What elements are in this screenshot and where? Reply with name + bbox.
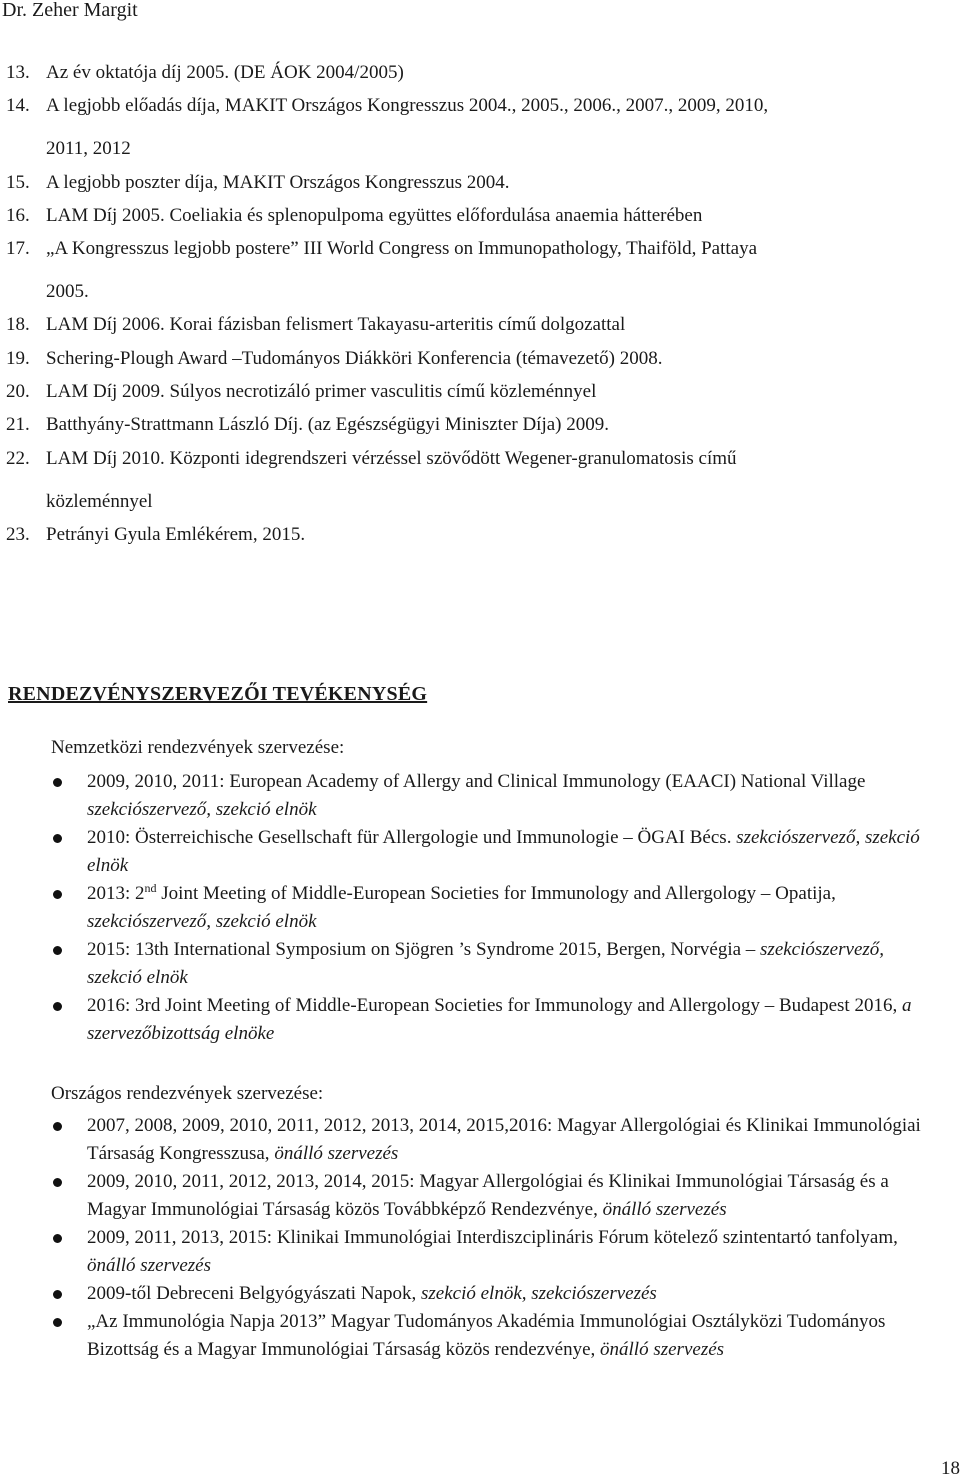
national-events-heading: Országos rendezvények szervezése: <box>51 1083 324 1104</box>
event-text: 2016: 3rd Joint Meeting of Middle-European Societies for Immunology and Allergology – Budapest 2016, <box>87 995 902 1016</box>
award-number: 23. <box>6 523 30 545</box>
event-text-continued: Joint Meeting of Middle-European Societies for Immunology and Allergology – Opatija, <box>156 883 836 904</box>
award-text-continued: közleménnyel <box>46 490 153 512</box>
bullet-icon <box>53 1122 62 1131</box>
award-number: 13. <box>6 62 30 83</box>
event-text: 2013: 2 <box>87 883 145 904</box>
national-events-list <box>0 1112 960 1364</box>
award-item <box>0 348 960 370</box>
award-number: 16. <box>6 204 30 226</box>
award-number: 15. <box>6 171 30 193</box>
award-number: 14. <box>6 95 30 117</box>
award-item <box>0 448 960 513</box>
award-text: „A Kongresszus legjobb postere” III World Congress on Immunopathology, Thaiföld, Pattaya <box>46 238 758 260</box>
event-text: „Az Immunológia Napja 2013” Magyar Tudományos Akadémia Immunológiai Osztályközi Tudományos Bizottság és a Magyar Immunológiai Társaság közös rendezvénye, <box>87 1311 886 1360</box>
award-text: Petrányi Gyula Emlékérem, 2015. <box>46 523 306 545</box>
award-item <box>0 524 960 546</box>
award-item <box>0 414 960 436</box>
bullet-icon <box>53 1290 62 1299</box>
international-events-list <box>0 768 960 1048</box>
award-item <box>0 205 960 227</box>
list-item <box>0 824 960 880</box>
award-text-continued: 2005. <box>46 281 89 303</box>
event-role: szekciószervező, szekció elnök <box>87 827 920 876</box>
award-number: 17. <box>6 238 30 260</box>
list-item <box>0 768 960 824</box>
bullet-icon <box>53 1178 62 1187</box>
award-text: Batthyány-Strattmann László Díj. (az Egészségügyi Miniszter Díja) 2009. <box>46 414 609 436</box>
event-role: szekciószervező, szekció elnök <box>87 911 317 932</box>
event-text: 2009, 2010, 2011: European Academy of Allergy and Clinical Immunology (EAACI) National Village <box>87 771 866 792</box>
bullet-icon <box>53 834 62 843</box>
page-number: 18 <box>941 1458 960 1479</box>
event-role: önálló szervezés <box>274 1143 399 1164</box>
list-item <box>0 1280 960 1308</box>
award-number: 19. <box>6 347 30 369</box>
award-item <box>0 314 960 336</box>
award-number: 18. <box>6 314 30 336</box>
award-text: Az év oktatója díj 2005. (DE ÁOK 2004/2005) <box>46 62 404 83</box>
event-role: szekciószervező, szekció elnök <box>87 939 885 988</box>
bullet-icon <box>53 946 62 955</box>
award-number: 22. <box>6 447 30 469</box>
ordinal-suffix: nd <box>144 881 157 895</box>
award-item <box>0 238 960 303</box>
list-item <box>0 1168 960 1224</box>
award-item <box>0 62 960 84</box>
award-text: A legjobb előadás díja, MAKIT Országos Kongresszus 2004., 2005., 2006., 2007., 2009, 2010, <box>46 95 769 117</box>
event-text: 2010: Österreichische Gesellschaft für Allergologie und Immunologie – ÖGAI Bécs. <box>87 827 737 848</box>
event-text: 2015: 13th International Symposium on Sjögren ’s Syndrome 2015, Bergen, Norvégia – <box>87 939 761 960</box>
section-heading: RENDEZVÉNYSZERVEZŐI TEVÉKENYSÉG <box>8 683 428 705</box>
bullet-icon <box>53 778 62 787</box>
award-number: 20. <box>6 381 30 403</box>
event-role: a szervezőbizottság elnöke <box>87 995 912 1044</box>
event-text: 2009, 2010, 2011, 2012, 2013, 2014, 2015: Magyar Allergológiai és Klinikai Immunológiai Társaság és a Magyar Immunológiai Társaság közös Továbbképző Rendezvénye, <box>87 1171 889 1220</box>
award-text: LAM Díj 2006. Korai fázisban felismert Takayasu-arteritis című dolgozattal <box>46 314 626 336</box>
list-item <box>0 1112 960 1168</box>
list-item <box>0 1308 960 1364</box>
award-text: LAM Díj 2005. Coeliakia és splenopulpoma együttes előfordulása anaemia hátterében <box>46 204 703 226</box>
event-text: 2009-től Debreceni Belgyógyászati Napok, <box>87 1283 421 1304</box>
award-item <box>0 172 960 194</box>
event-role: önálló szervezés <box>600 1339 725 1360</box>
international-events-heading: Nemzetközi rendezvények szervezése: <box>51 737 345 758</box>
event-role: önálló szervezés <box>602 1199 727 1220</box>
event-role: szekció elnök, szekciószervezés <box>420 1283 657 1304</box>
event-text: 2007, 2008, 2009, 2010, 2011, 2012, 2013, 2014, 2015,2016: Magyar Allergológiai és Klinikai Immunológiai Társaság Kongresszusa, <box>87 1115 921 1164</box>
award-number: 21. <box>6 414 30 436</box>
award-text: Schering-Plough Award –Tudományos Diákköri Konferencia (témavezető) 2008. <box>46 347 663 369</box>
award-text-continued: 2011, 2012 <box>46 138 131 160</box>
list-item <box>0 880 960 936</box>
event-role: önálló szervezés <box>87 1255 212 1276</box>
award-text: LAM Díj 2010. Központi idegrendszeri vérzéssel szövődött Wegener-granulomatosis című <box>46 447 737 469</box>
list-item <box>0 992 960 1048</box>
bullet-icon <box>53 890 62 899</box>
document-author: Dr. Zeher Margit <box>2 0 138 21</box>
award-text: A legjobb poszter díja, MAKIT Országos Kongresszus 2004. <box>46 171 510 193</box>
event-role: szekciószervező, szekció elnök <box>87 799 317 820</box>
list-item <box>0 1224 960 1280</box>
award-text: LAM Díj 2009. Súlyos necrotizáló primer vasculitis című közleménnyel <box>46 381 597 403</box>
event-text: 2009, 2011, 2013, 2015: Klinikai Immunológiai Interdiszciplináris Fórum kötelező szintentartó tanfolyam, <box>87 1227 898 1248</box>
award-item <box>0 381 960 403</box>
bullet-icon <box>53 1318 62 1327</box>
awards-list <box>0 62 960 557</box>
bullet-icon <box>53 1002 62 1011</box>
award-item <box>0 95 960 160</box>
bullet-icon <box>53 1234 62 1243</box>
list-item <box>0 936 960 992</box>
